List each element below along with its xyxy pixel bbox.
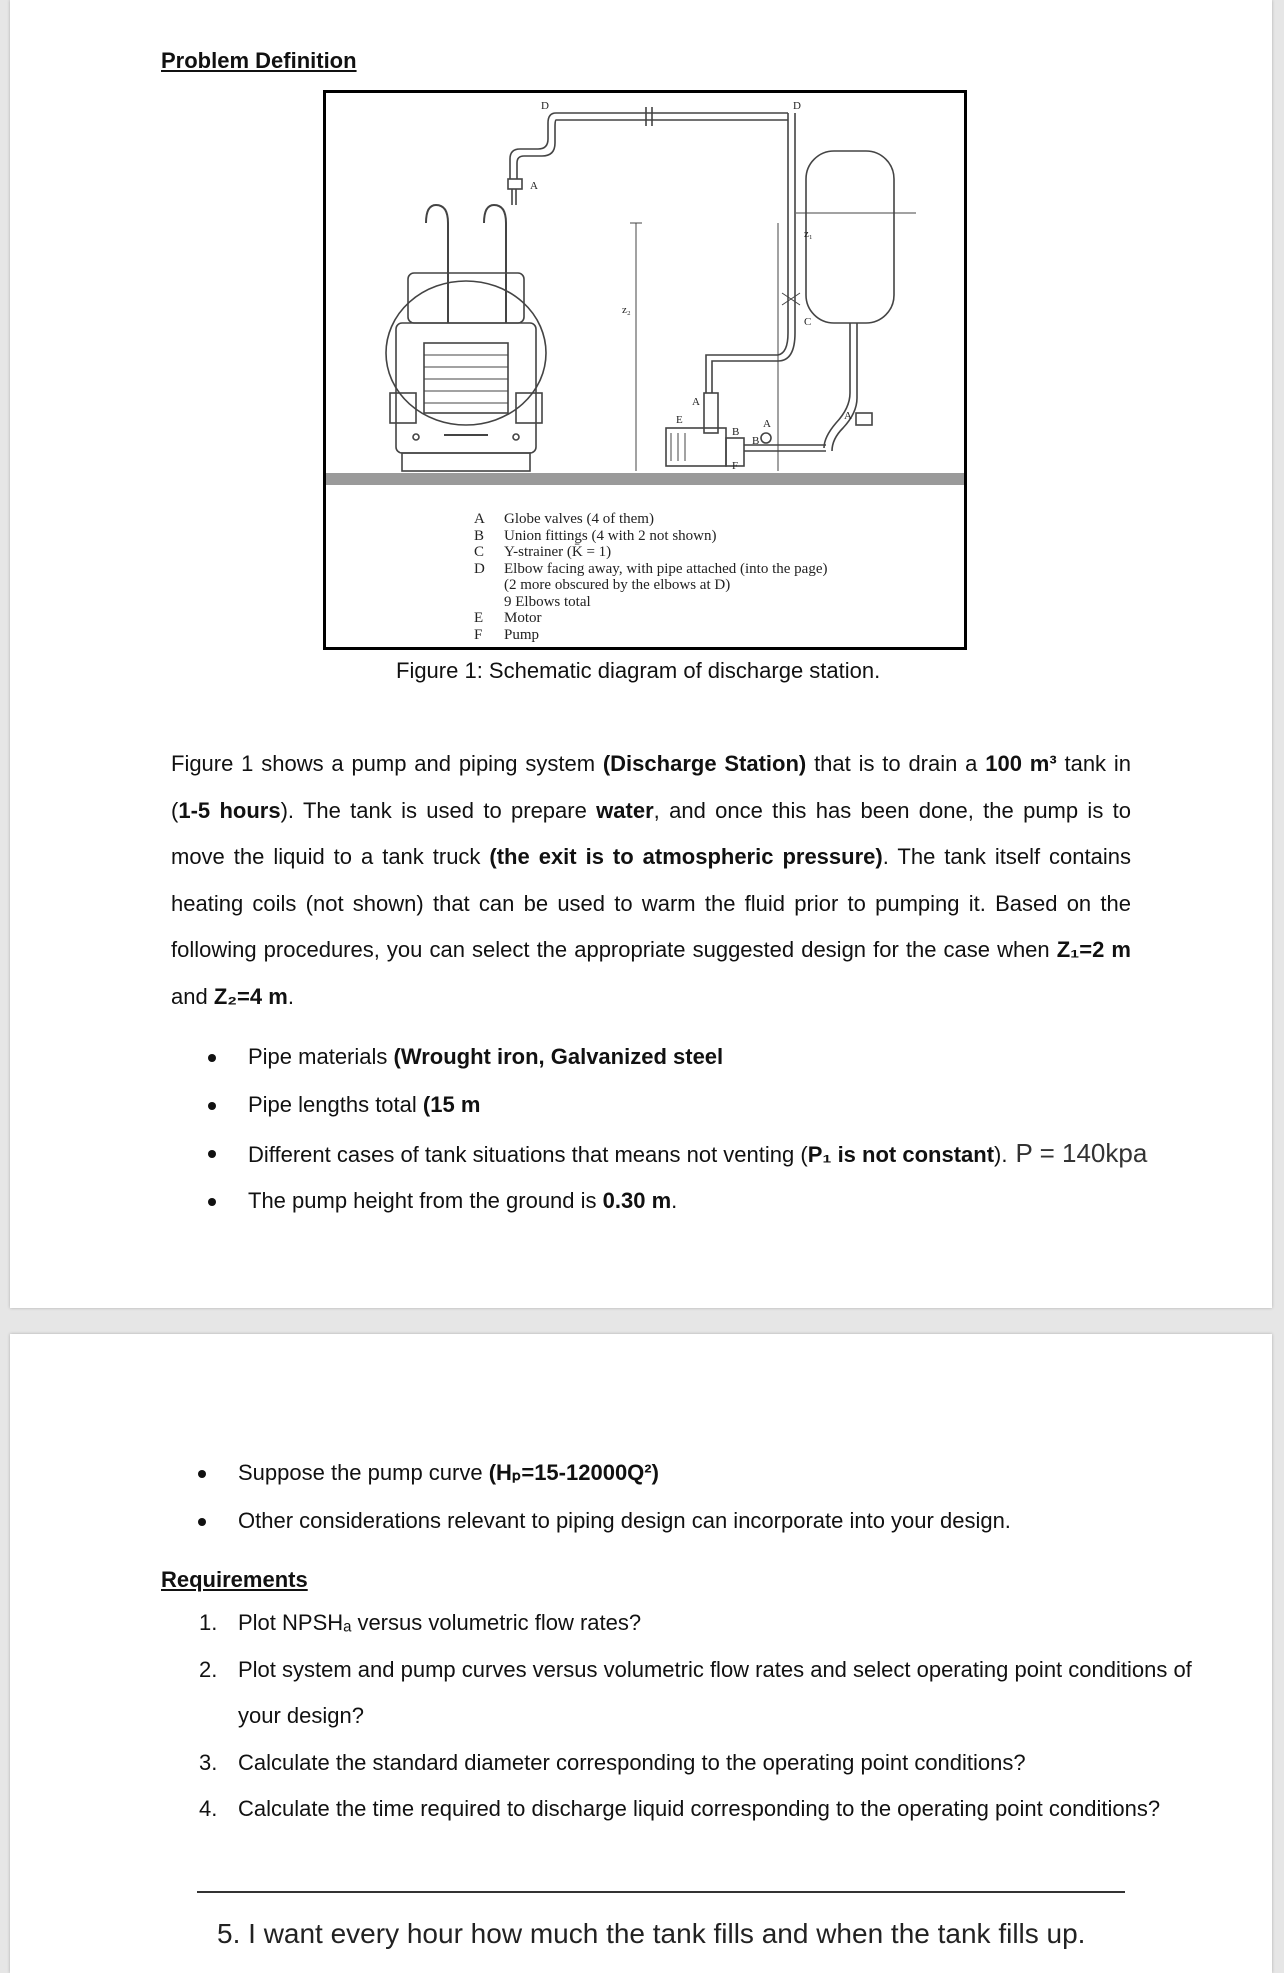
requirements-list bbox=[161, 1600, 1201, 1833]
top-union bbox=[646, 107, 652, 126]
requirement-item: 2. Plot system and pump curves versus volumetric flow rates and select operating point conditions of your design? bbox=[199, 1656, 1192, 1728]
top-pipe bbox=[556, 113, 788, 120]
tank-outlet-valve bbox=[856, 413, 872, 425]
figure-legend bbox=[474, 511, 828, 643]
problem-definition-heading: Problem Definition bbox=[161, 48, 357, 73]
requirement-item: 4. Calculate the time required to discharge liquid corresponding to the operating point conditions? bbox=[199, 1796, 1161, 1821]
svg-text:A: A bbox=[692, 396, 700, 408]
list-item: Different cases of tank situations that means not venting (P₁ is not constant). P = 140kpa bbox=[171, 1138, 1147, 1186]
legend-row: (2 more obscured by the elbows at D) bbox=[504, 577, 731, 593]
legend-row: A Globe valves (4 of them) bbox=[474, 511, 654, 527]
list-item: The pump height from the ground is 0.30 m. bbox=[171, 1186, 1147, 1234]
svg-text:F: F bbox=[732, 460, 739, 472]
pump-suction-valve bbox=[704, 393, 718, 433]
legend-row: B Union fittings (4 with 2 not shown) bbox=[474, 527, 717, 544]
list-item: Other considerations relevant to piping design can incorporate into your design. bbox=[161, 1506, 1011, 1554]
requirement-item: 1. Plot NPSHₐ versus volumetric flow rates? bbox=[199, 1610, 642, 1635]
svg-text:C: C bbox=[804, 316, 812, 328]
supply-tank bbox=[806, 151, 894, 323]
legend-row: E Motor bbox=[474, 610, 542, 626]
right-pipe-lower bbox=[706, 333, 795, 393]
z2-dimension bbox=[630, 223, 642, 471]
svg-text:E: E bbox=[676, 414, 683, 426]
pressure-note: P = 140kpa bbox=[1015, 1138, 1148, 1168]
document-page-1 bbox=[10, 0, 1272, 1308]
final-question: 5. I want every hour how much the tank fills and when the tank fills up. bbox=[217, 1918, 1086, 1949]
legend-row: C Y-strainer (K̄ = 1) bbox=[474, 544, 612, 560]
top-valve bbox=[508, 179, 522, 189]
legend-row: F Pump bbox=[474, 626, 540, 643]
svg-text:D: D bbox=[541, 100, 549, 112]
discharge-nozzle bbox=[512, 189, 516, 205]
problem-paragraph: Figure 1 shows a pump and piping system (Discharge Station) that is to drain a 100 m³ tank in (1-5 hours). The tank is used to prepare water, and once this has been done, the pump is to move the liquid to a tank truck (the exit is to atmospheric pressure). The tank itself contains heating coils (not shown) that can be used to warm the fluid prior to pumping it. Based on the following procedures, you can select the appropriate suggested design for the case when Z₁=2 m and Z₂=4 m. bbox=[171, 751, 1131, 1009]
valve-handwheel bbox=[761, 433, 771, 443]
schematic-figure bbox=[323, 90, 967, 650]
svg-text:B: B bbox=[732, 426, 740, 438]
svg-text:B: B bbox=[752, 435, 760, 447]
list-item: Suppose the pump curve (Hₚ=15-12000Q²) bbox=[161, 1458, 1011, 1506]
list-item: Pipe lengths total (15 m bbox=[171, 1090, 1147, 1138]
svg-text:z₂: z₂ bbox=[622, 304, 631, 316]
ground-strip bbox=[326, 473, 964, 485]
legend-row: 9 Elbows total bbox=[504, 593, 591, 610]
left-drop-pipe bbox=[510, 113, 556, 179]
horizontal-rule bbox=[197, 1891, 1125, 1893]
pump-bullets bbox=[161, 1458, 1011, 1554]
requirement-item: 3. Calculate the standard diameter corresponding to the operating point conditions? bbox=[199, 1749, 1026, 1775]
figure-caption: Figure 1: Schematic diagram of discharge station. bbox=[396, 658, 881, 683]
svg-text:z₁: z₁ bbox=[804, 228, 813, 240]
svg-text:A: A bbox=[530, 180, 538, 192]
svg-text:A: A bbox=[844, 410, 852, 422]
svg-text:A: A bbox=[763, 418, 771, 430]
list-item: Pipe materials (Wrought iron, Galvanized steel bbox=[171, 1042, 1147, 1090]
strainer bbox=[782, 293, 800, 305]
procedure-bullets bbox=[171, 1042, 1147, 1234]
legend-row: D Elbow facing away, with pipe attached (into the page) bbox=[474, 560, 828, 577]
tank-outlet-pipe bbox=[824, 323, 857, 451]
svg-text:D: D bbox=[793, 100, 801, 112]
requirements-heading: Requirements bbox=[161, 1567, 308, 1592]
tank-truck bbox=[386, 205, 546, 471]
